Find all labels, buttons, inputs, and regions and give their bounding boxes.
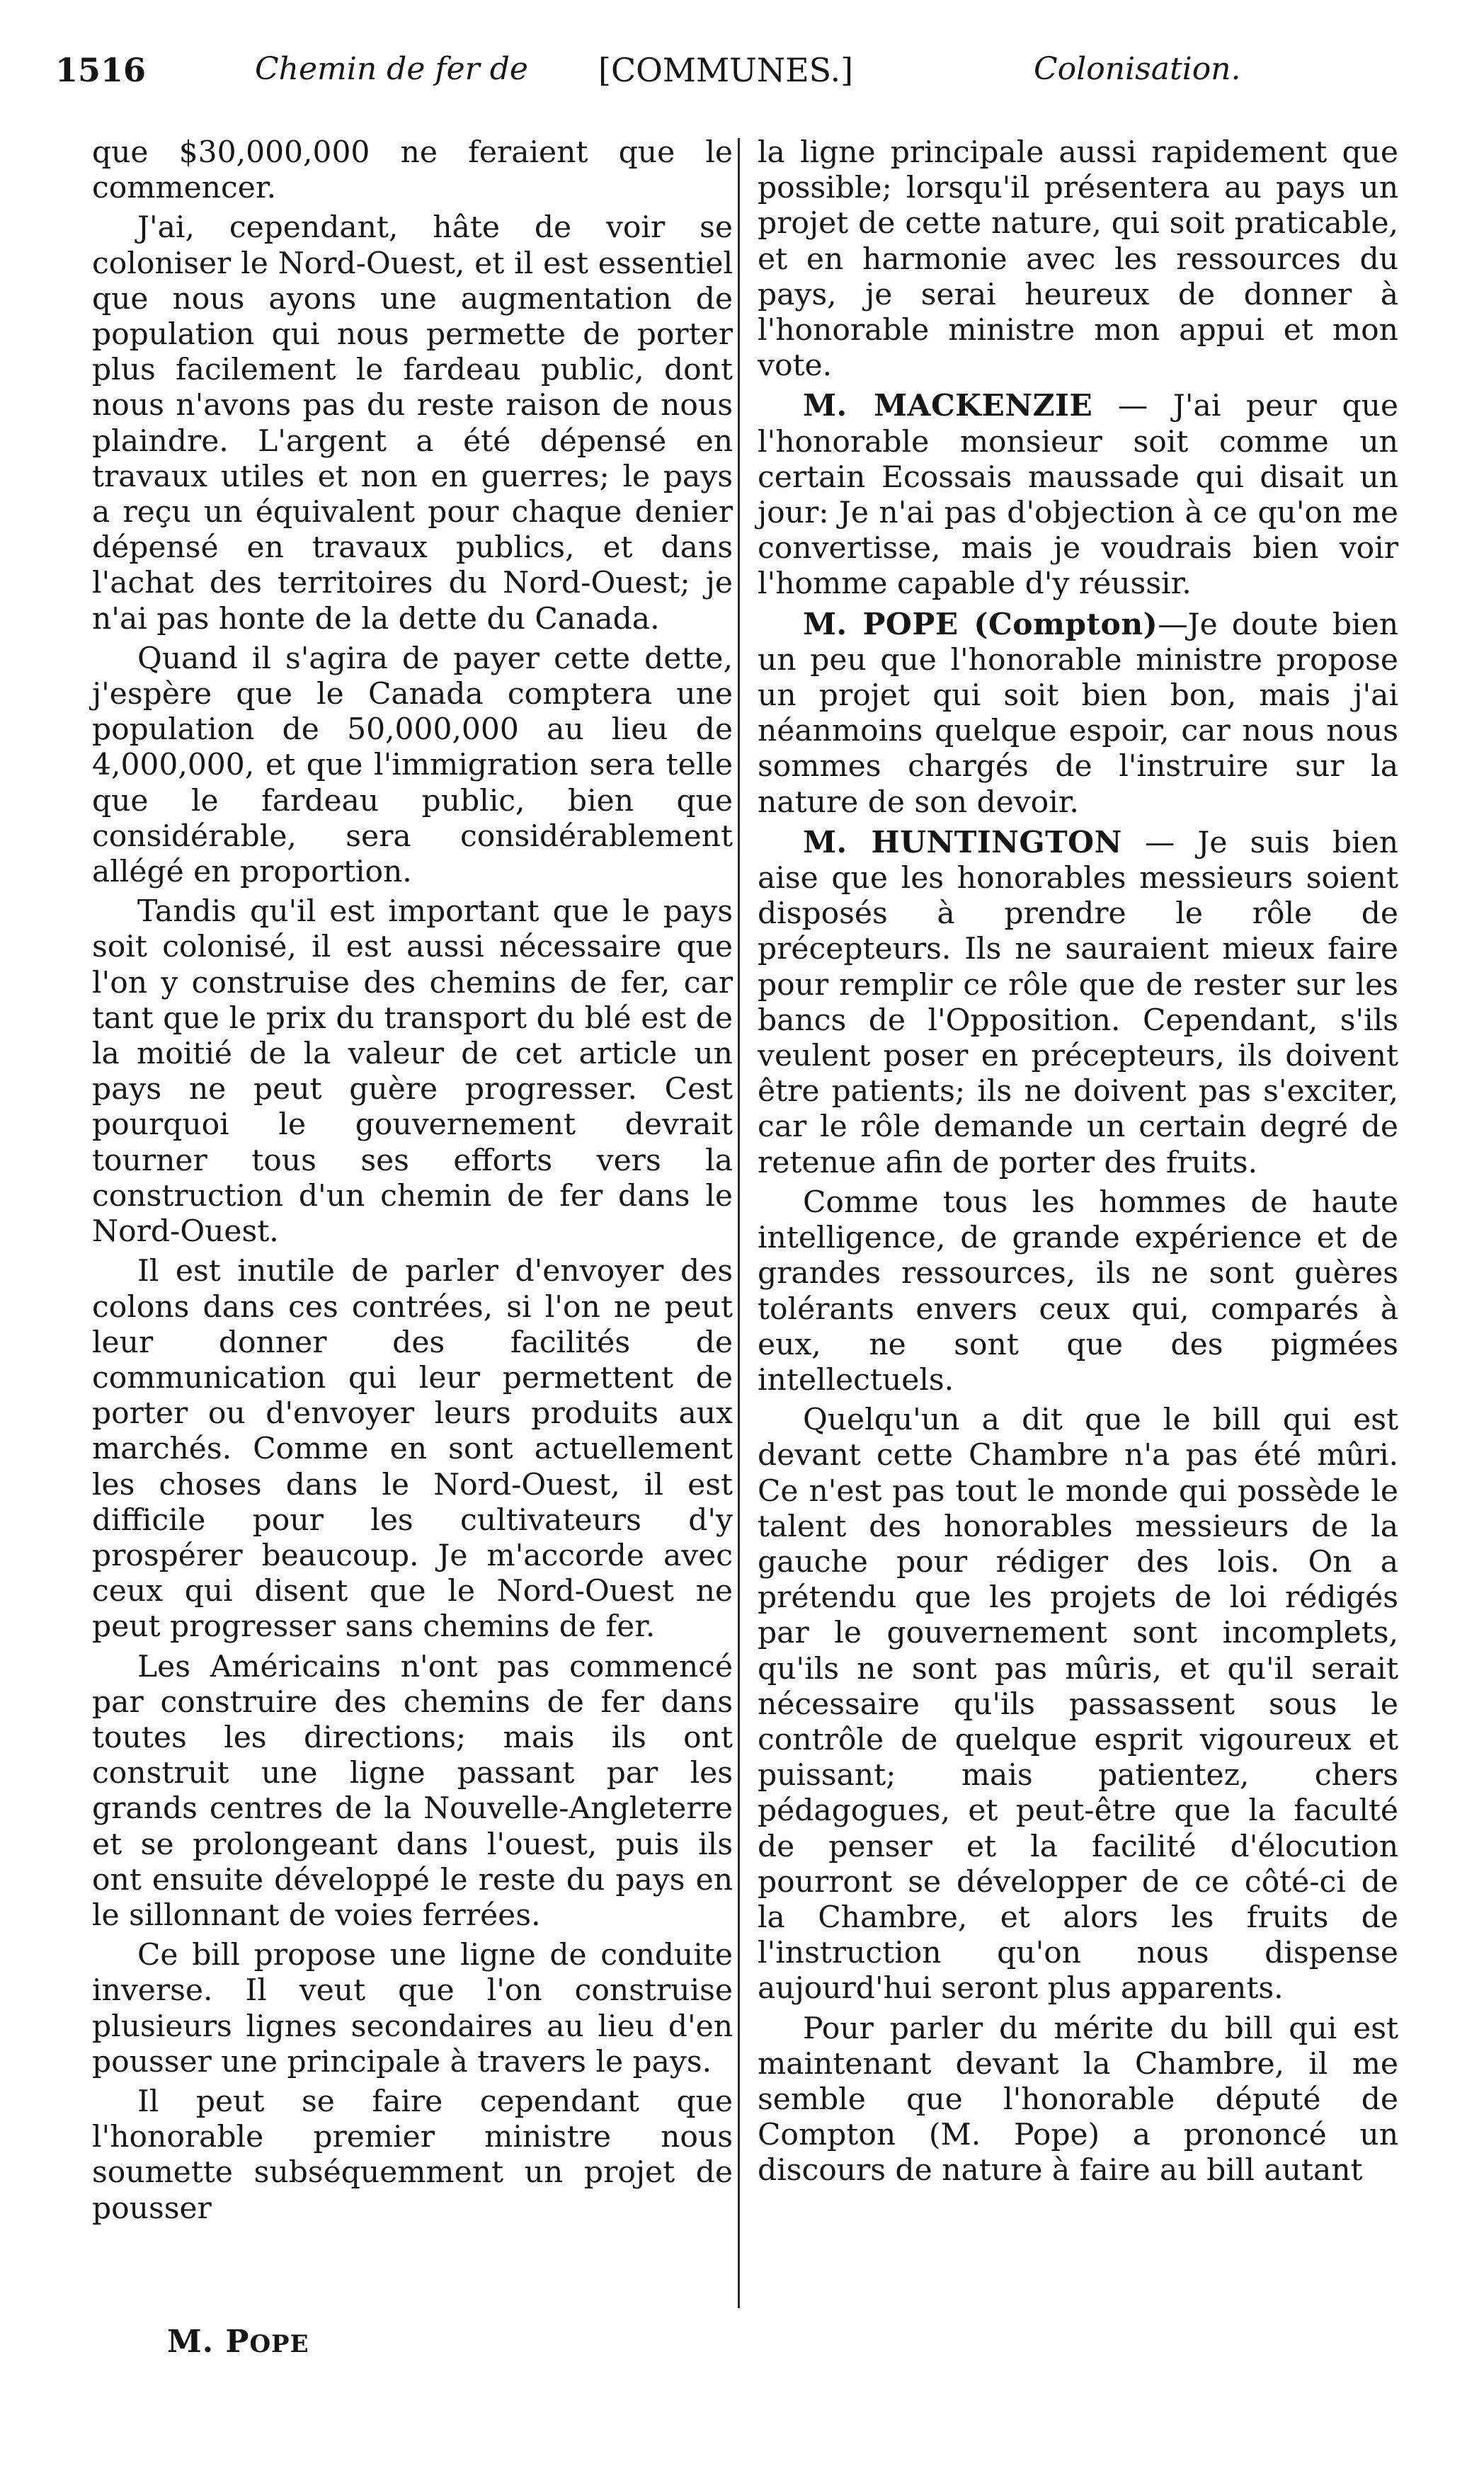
catchword-initial: M. P bbox=[167, 2324, 250, 2360]
right-column bbox=[758, 135, 1398, 2193]
catchword bbox=[167, 2324, 309, 2360]
speech-paragraph bbox=[758, 824, 1398, 1180]
paragraph: la ligne principale aussi rapidement que possible; lorsqu'il présentera au pays un projet de cette nature, qui soit praticable, et en harmonie avec les ressources du pays, je serai heureux de donner à l'honorable ministre mon appui et mon vote. bbox=[758, 135, 1398, 383]
speaker-name: M. HUNTINGTON bbox=[803, 823, 1122, 860]
speech-text: —Je doute bien un peu que l'honorable ministre propose un projet qui soit bien bon, mais j'ai néanmoins quelque espoir, car nous nous sommes chargés de l'instruire sur la nature de son devoir. bbox=[758, 606, 1398, 819]
paragraph: Comme tous les hommes de haute intelligence, de grande expérience et de grandes ressources, ils ne sont guères tolérants envers ceux qui, comparés à eux, ne sont que des pigmées intellectuels. bbox=[758, 1184, 1398, 1397]
running-title-right: Colonisation. bbox=[1034, 51, 1241, 87]
paragraph: Quelqu'un a dit que le bill qui est devant cette Chambre n'a pas été mûri. Ce n'est pas tout le monde qui possède le talent des honorables messieurs de la gauche pour rédiger des lois. On a prétendu que les projets de loi rédigés par le gouvernement sont incomplets, qu'ils ne sont pas mûris, et qu'il serait nécessaire qu'ils passassent sous le contrôle de quelque esprit vigoureux et puissant; mais patientez, chers pédagogues, et peut-être que la faculté de penser et la facilité d'élocution pourront se développer de ce côté-ci de la Chambre, et alors les fruits de l'instruction qu'on nous dispense aujourd'hui seront plus apparents. bbox=[758, 1402, 1398, 2006]
paragraph: Pour parler du mérite du bill qui est maintenant devant la Chambre, il me semble que l'honorable député de Compton (M. Pope) a prononcé un discours de nature à faire au bill autant bbox=[758, 2010, 1398, 2188]
paragraph: J'ai, cependant, hâte de voir se coloniser le Nord-Ouest, et il est essentiel que nous ayons une augmentation de population qui nous permette de porter plus facilement le fardeau public, dont nous n'avons pas du reste raison de nous plaindre. L'argent a été dépensé en travaux utiles et non en guerres; le pays a reçu un équivalent pour chaque denier dépensé en travaux publics, et dans l'achat des territoires du Nord-Ouest; je n'ai pas honte de la dette du Canada. bbox=[92, 210, 733, 636]
paragraph: Ce bill propose une ligne de conduite inverse. Il veut que l'on construise plusieurs lignes secondaires au lieu d'en pousser une principale à travers le pays. bbox=[92, 1937, 733, 2079]
paragraph: Tandis qu'il est important que le pays soit colonisé, il est aussi nécessaire que l'on y construise des chemins de fer, car tant que le prix du transport du blé est de la moitié de la valeur de cet article un pays ne peut guère progresser. Cest pourquoi le gouvernement devrait tourner tous ses efforts vers la construction d'un chemin de fer dans le Nord-Ouest. bbox=[92, 894, 733, 1249]
paragraph: Il est inutile de parler d'envoyer des colons dans ces contrées, si l'on ne peut leur donner des facilités de communication qui leur permettent de porter ou d'envoyer leurs produits aux marchés. Comme en sont actuellement les choses dans le Nord-Ouest, il est difficile pour les cultivateurs d'y prospérer beaucoup. Je m'accorde avec ceux qui disent que le Nord-Ouest ne peut progresser sans chemins de fer. bbox=[92, 1253, 733, 1644]
speech-text: — J'ai peur que l'honorable monsieur soit comme un certain Ecossais maussade qui disait un jour: Je n'ai pas d'objection à ce qu'on me convertisse, mais je voudrais bien voir l'homme capable d'y réussir. bbox=[758, 388, 1399, 601]
paragraph: Les Américains n'ont pas commencé par construire des chemins de fer dans toutes les directions; mais ils ont construit une ligne passant par les grands centres de la Nouvelle-Angleterre et se prolongeant dans l'ouest, puis ils ont ensuite développé le reste du pays en le sillonnant de voies ferrées. bbox=[92, 1648, 733, 1932]
catchword-smallcaps: OPE bbox=[249, 2330, 309, 2358]
speaker-name: M. MACKENZIE bbox=[803, 387, 1093, 423]
speech-paragraph bbox=[758, 387, 1398, 601]
paragraph: que $30,000,000 ne feraient que le commencer. bbox=[92, 135, 733, 205]
column-divider bbox=[738, 138, 740, 2308]
paragraph: Il peut se faire cependant que l'honorable premier ministre nous soumette subséquemment un projet de pousser bbox=[92, 2083, 733, 2225]
paragraph: Quand il s'agira de payer cette dette, j'espère que le Canada comptera une population de 50,000,000 au lieu de 4,000,000, et que l'immigration sera telle que le fardeau public, bien que considérable, sera considérablement allégé en proportion. bbox=[92, 640, 733, 889]
speech-paragraph bbox=[758, 606, 1398, 820]
running-title-center: [COMMUNES.] bbox=[598, 51, 854, 89]
speech-text: — Je suis bien aise que les honorables messieurs soient disposés à prendre le rôle de précepteurs. Ils ne sauraient mieux faire pour remplir ce rôle que de rester sur les bancs de l'Opposition. Cependant, s'ils veulent poser en précepteurs, ils doivent être patients; ils ne doivent pas s'exciter, car le rôle demande un certain degré de retenue afin de porter des fruits. bbox=[758, 824, 1399, 1180]
page-header bbox=[0, 51, 1484, 101]
speaker-name: M. POPE (Compton) bbox=[803, 605, 1158, 641]
running-title-left: Chemin de fer de bbox=[255, 51, 528, 87]
left-column bbox=[92, 135, 733, 2230]
page-number: 1516 bbox=[55, 51, 147, 89]
